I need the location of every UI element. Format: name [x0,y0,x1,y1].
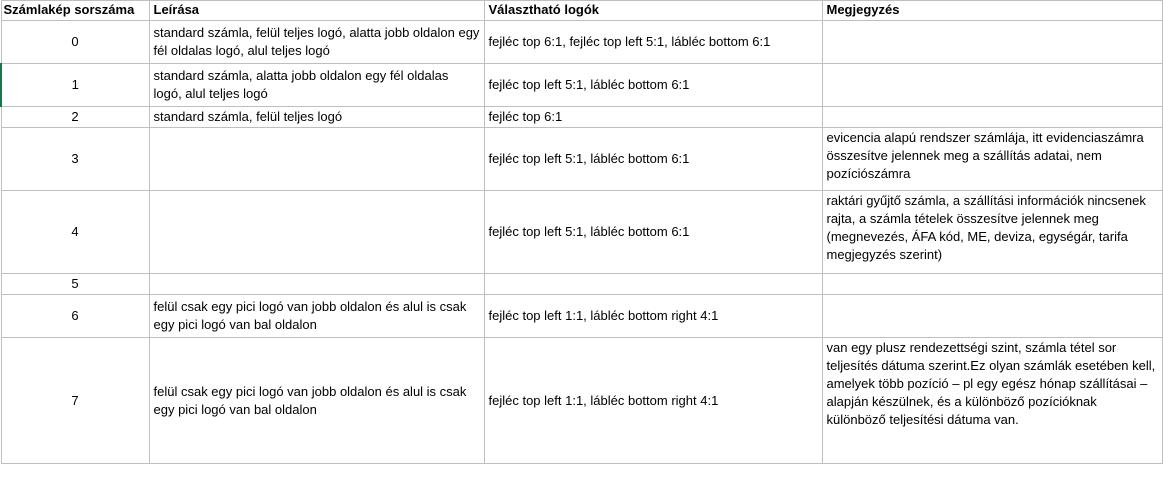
cell-logos[interactable]: fejléc top left 5:1, lábléc bottom 6:1 [484,191,822,274]
cell-description[interactable] [149,128,484,191]
table-row [1,107,1162,128]
table-row [1,295,1162,338]
cell-description[interactable]: felül csak egy pici logó van jobb oldalon és alul is csak egy pici logó van bal oldalon [149,295,484,338]
cell-logos[interactable] [484,274,822,295]
cell-index[interactable]: 5 [1,274,149,295]
header-logos[interactable]: Választható logók [484,1,822,21]
header-description[interactable]: Leírása [149,1,484,21]
table-row [1,128,1162,191]
cell-notes[interactable]: evicencia alapú rendszer számlája, itt evidenciaszámra összesítve jelennek meg a szállítás adatai, nem pozíciószámra [822,128,1162,191]
cell-index[interactable]: 2 [1,107,149,128]
cell-description[interactable] [149,274,484,295]
cell-description[interactable]: standard számla, felül teljes logó [149,107,484,128]
table-row [1,274,1162,295]
cell-index[interactable]: 1 [1,64,149,107]
cell-index[interactable]: 0 [1,21,149,64]
cell-description[interactable]: felül csak egy pici logó van jobb oldalon és alul is csak egy pici logó van bal oldalon [149,338,484,464]
cell-notes[interactable] [822,21,1162,64]
cell-notes[interactable] [822,295,1162,338]
cell-logos[interactable]: fejléc top left 1:1, lábléc bottom right 4:1 [484,338,822,464]
table-row [1,64,1162,107]
cell-index[interactable]: 3 [1,128,149,191]
cell-description[interactable]: standard számla, felül teljes logó, alatta jobb oldalon egy fél oldalas logó, alul teljes logó [149,21,484,64]
header-index[interactable]: Számlakép sorszáma [1,1,149,21]
cell-description[interactable]: standard számla, alatta jobb oldalon egy fél oldalas logó, alul teljes logó [149,64,484,107]
cell-logos[interactable]: fejléc top left 1:1, lábléc bottom right 4:1 [484,295,822,338]
cell-index[interactable]: 4 [1,191,149,274]
cell-logos[interactable]: fejléc top 6:1 [484,107,822,128]
cell-index[interactable]: 6 [1,295,149,338]
table-row [1,191,1162,274]
cell-index[interactable]: 7 [1,338,149,464]
cell-notes[interactable] [822,274,1162,295]
header-row [1,1,1162,21]
cell-description[interactable] [149,191,484,274]
cell-logos[interactable]: fejléc top left 5:1, lábléc bottom 6:1 [484,64,822,107]
cell-logos[interactable]: fejléc top 6:1, fejléc top left 5:1, lábléc bottom 6:1 [484,21,822,64]
cell-notes[interactable] [822,107,1162,128]
table-row [1,338,1162,464]
table-row [1,21,1162,64]
cell-logos[interactable]: fejléc top left 5:1, lábléc bottom 6:1 [484,128,822,191]
header-notes[interactable]: Megjegyzés [822,1,1162,21]
cell-notes[interactable] [822,64,1162,107]
cell-notes[interactable]: raktári gyűjtő számla, a szállítási információk nincsenek rajta, a számla tételek összesítve jelennek meg (megnevezés, ÁFA kód, ME, deviza, egységár, tarifa megjegyzés szerint) [822,191,1162,274]
cell-notes[interactable]: van egy plusz rendezettségi szint, számla tétel sor teljesítés dátuma szerint.Ez olyan számlák esetében kell, amelyek több pozíció – pl egy egész hónap szállításai – alapján készülnek, és a különböző pozícióknak különböző teljesítési dátuma van. [822,338,1162,464]
